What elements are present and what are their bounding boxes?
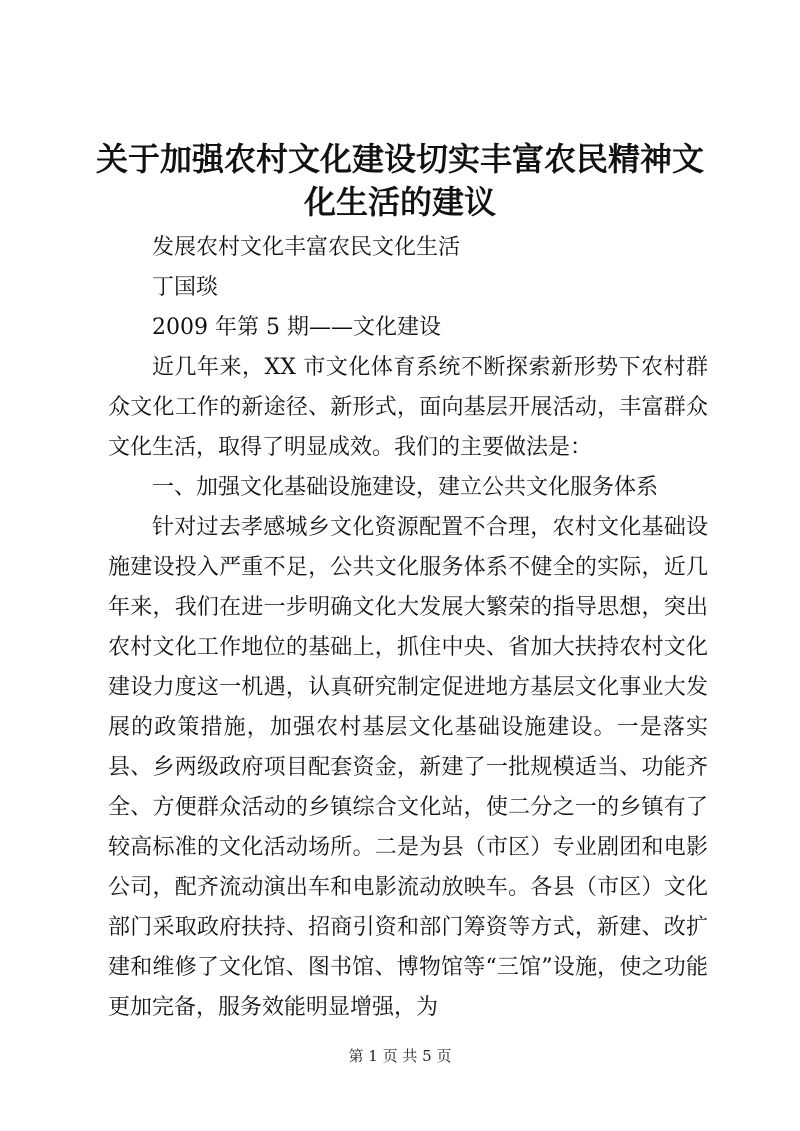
document-body	[108, 228, 708, 1028]
document-title: 关于加强农村文化建设切实丰富农民精神文化生活的建议	[95, 140, 704, 221]
section-heading-1: 一、加强文化基础设施建设，建立公共文化服务体系	[152, 475, 659, 500]
author-paragraph: 丁国琰	[152, 275, 219, 300]
subtitle-paragraph: 发展农村文化丰富农民文化生活	[152, 235, 461, 260]
source-paragraph: 2009 年第 5 期——文化建设	[152, 315, 441, 340]
intro-paragraph: 近几年来，XX 市文化体育系统不断探索新形势下农村群众文化工作的新途径、新形式，面向基层开展活动，丰富群众文化生活，取得了明显成效。我们的主要做法是：	[108, 355, 708, 460]
page-number-footer: 第 1 页 共 5 页	[348, 1047, 452, 1065]
body-paragraph: 针对过去孝感城乡文化资源配置不合理，农村文化基础设施建设投入严重不足，公共文化服务体系不健全的实际，近几年来，我们在进一步明确文化大发展大繁荣的指导思想，突出农村文化工作地位的基础上，抓住中央、省加大扶持农村文化建设力度这一机遇，认真研究制定促进地方基层文化事业大发展的政策措施，加强农村基层文化基础设施建设。一是落实县、乡两级政府项目配套资金，新建了一批规模适当、功能齐全、方便群众活动的乡镇综合文化站，使二分之一的乡镇有了较高标准的文化活动场所。二是为县（市区）专业剧团和电影公司，配齐流动演出车和电影流动放映车。各县（市区）文化部门采取政府扶持、招商引资和部门筹资等方式，新建、改扩建和维修了文化馆、图书馆、博物馆等“三馆”设施，使之功能更加完备，服务效能明显增强，为	[108, 515, 708, 1020]
